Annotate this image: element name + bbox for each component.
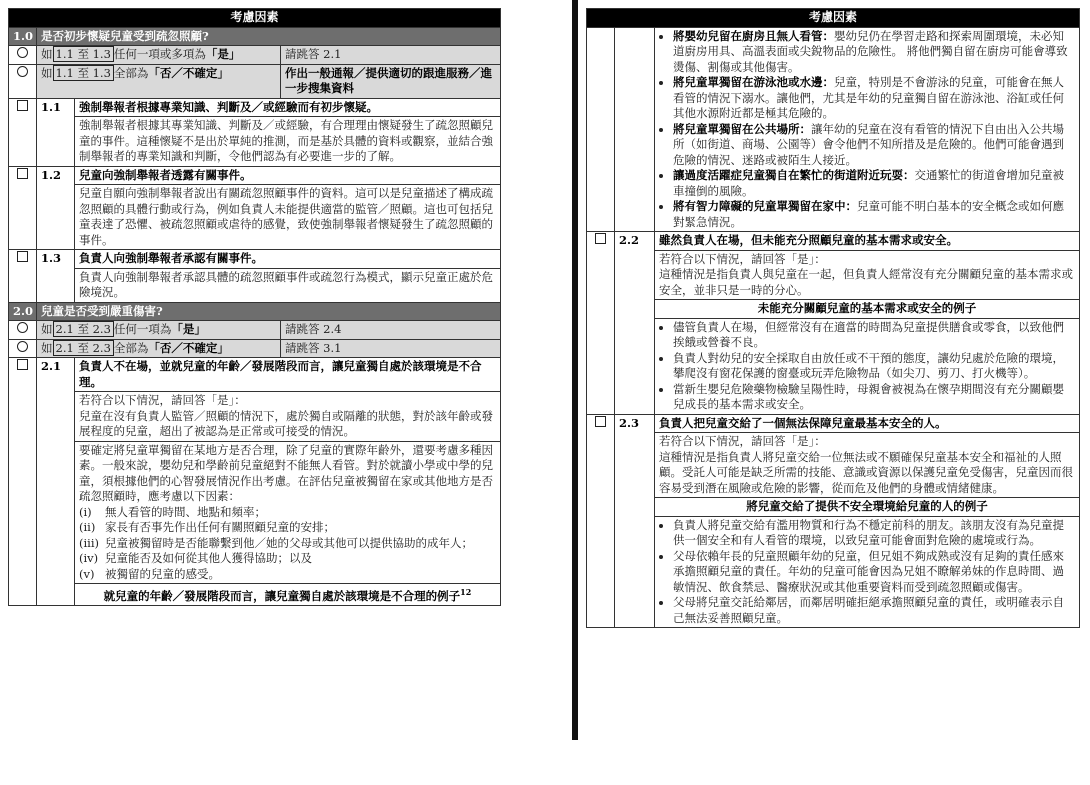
left-table (8, 8, 501, 606)
question-row: 2.1 負責人不在場，並就兒童的年齡／發展階段而言，讓兒童獨自處於該環境是不合理。 (9, 358, 501, 392)
question-body: 強制舉報者根據其專業知識、判斷及／或經驗，有合理理由懷疑發生了疏忽照顧兒童的事件。這種懷疑不是出於單純的推測，而是基於具體的資料或觀察，並結合強制舉報者的專業知識和判斷，令他們認為有必要進一步的了解。 (75, 117, 501, 167)
list-item: • 將嬰幼兒留在廚房且無人看管：嬰幼兒仍在學習走路和探索周圍環境，未必知道廚房用具、高溫表面或尖銳物品的危險性。 將他們獨自留在廚房可能會導致燙傷、割傷或其他傷害。 (673, 29, 1075, 76)
column-divider (572, 0, 578, 740)
question-title: 負責人把兒童交給了一個無法保障兒童最基本安全的人。 (655, 414, 1080, 433)
example-list (659, 518, 1075, 627)
question-body: 兒童自願向強制舉報者說出有關疏忽照顧事件的資料。這可以是兒童描述了構成疏忽照顧的具體行動或行為，例如負責人未能提供適當的監管／照顧。這也可包括兒童表達了恐懼、被疏忽照顧或虐待的感覺，致使強制舉報者懷疑發生了疏忽照顧的事件。 (75, 185, 501, 250)
section-title: 兒童是否受到嚴重傷害? (37, 302, 501, 321)
checkbox[interactable] (17, 100, 28, 111)
question-body: 要確定將兒童單獨留在某地方是否合理，除了兒童的實際年齡外，還要考慮多種因素。一般來說，嬰幼兒和學齡前兒童絕對不能無人看管。對於就讀小學或中學的兒童，須根據他們的心智發展情況作出考慮。在評估兒童被獨留在家或其他地方是否疏忽照顧時，應考慮以下因素： (i) 無人看管的時間、地點和頻率； (ii) 家長有否事先作出任何有關照顧兒童的安排； (iii) 兒童被獨留時是否能聯繫到他／她的父母或其他可以提供協助的成年人； (iv) 兒童能否及如何從其他人獲得協助；以及 (v) 被獨留的兒童的感受。 (75, 441, 501, 584)
goto-text: 請跳答 2.4 (281, 321, 501, 340)
right-table (586, 8, 1080, 628)
question-title: 強制舉報者根據專業知識、判斷及／或經驗而有初步懷疑。 (75, 98, 501, 117)
section-number: 2.0 (9, 302, 37, 321)
radio-circle[interactable] (17, 341, 28, 352)
section-number: 1.0 (9, 27, 37, 46)
list-item: • 當新生嬰兒危險藥物檢驗呈陽性時，母親會被視為在懷孕期間沒有充分關顧嬰兒成長的基本需求或安全。 (673, 382, 1075, 413)
table-header: 考慮因素 (9, 9, 501, 28)
question-title: 負責人向強制舉報者承認有關事件。 (75, 250, 501, 269)
checkbox[interactable] (17, 168, 28, 179)
goto-text: 作出一般通報／提供適切的跟進服務／進一步搜集資料 (281, 64, 501, 98)
radio-circle[interactable] (17, 47, 28, 58)
example-list (659, 320, 1075, 413)
question-row: 2.3 負責人把兒童交給了一個無法保障兒童最基本安全的人。 (587, 414, 1080, 433)
question-body: 若符合以下情況，請回答「是」： 這種情況是指負責人與兒童在一起，但負責人經常沒有充分關顧兒童的基本需求或安全，並非只是一時的分心。 (655, 250, 1080, 300)
list-item: • 父母將兒童交託給鄰居，而鄰居明確拒絕承擔照顧兒童的責任，或明確表示自己無法妥善照顧兒童。 (673, 595, 1075, 626)
checkbox[interactable] (595, 233, 606, 244)
example-title: 將兒童交給了提供不安全環境給兒童的人的例子 (655, 498, 1080, 517)
question-title: 雖然負責人在場，但未能充分照顧兒童的基本需求或安全。 (655, 232, 1080, 251)
checkbox[interactable] (595, 416, 606, 427)
example-list (659, 29, 1075, 231)
checkbox[interactable] (17, 251, 28, 262)
list-item: • 父母依賴年長的兒童照顧年幼的兒童，但兄姐不夠成熟或沒有足夠的責任感來承擔照顧兒童的責任。年幼的兒童可能會因為兄姐不瞭解弟妹的作息時間、過敏情況、飲食禁忌、醫療狀況或其他重要資料而受到疏忽照顧或傷害。 (673, 549, 1075, 596)
question-body: 若符合以下情況，請回答「是」： 兒童在沒有負責人監管／照顧的情況下，處於獨自或隔離的狀態，對於該年齡或發展程度的兒童，超出了被認為是正常或可接受的情況。 (75, 392, 501, 442)
example-title: 未能充分關顧兒童的基本需求或安全的例子 (655, 300, 1080, 319)
example-title: 就兒童的年齡／發展階段而言，讓兒童獨自處於該環境是不合理的例子$^{12}$ (75, 584, 501, 606)
section-2-row (9, 302, 501, 321)
option-row: 如 2.1 至 2.3 全部為「否／不確定」 請跳答 3.1 (9, 339, 501, 358)
question-body: 若符合以下情況，請回答「是」： 這種情況是指負責人將兒童交給一位無法或不願確保兒童基本安全和福祉的人照顧。受託人可能是缺乏所需的技能、意識或資源以保護兒童免受傷害，兒童因而很容易受到潛在風險或危險的影響，從而危及他們的身體或情緒健康。 (655, 433, 1080, 498)
question-body: 負責人向強制舉報者承認具體的疏忽照顧事件或疏忽行為模式，顯示兒童正處於危險境況。 (75, 268, 501, 302)
section-title: 是否初步懷疑兒童受到疏忽照顧? (37, 27, 501, 46)
question-row: 1.3 負責人向強制舉報者承認有關事件。 (9, 250, 501, 269)
list-item: • 將有智力障礙的兒童單獨留在家中：兒童可能不明白基本的安全概念或如何應對緊急情況。 (673, 199, 1075, 230)
list-item: • 負責人將兒童交給有濫用物質和行為不穩定前科的朋友。該朋友沒有為兒童提供一個安全和有人看管的環境，以致兒童可能會面對危險的處境或行為。 (673, 518, 1075, 549)
option-row: 如 1.1 至 1.3 全部為「否／不確定」 作出一般通報／提供適切的跟進服務／進一步搜集資料 (9, 64, 501, 98)
section-1-row (9, 27, 501, 46)
right-column (586, 8, 1080, 628)
radio-circle[interactable] (17, 66, 28, 77)
table-header: 考慮因素 (587, 9, 1080, 28)
option-row: 如 1.1 至 1.3 任何一項或多項為「是」 請跳答 2.1 (9, 46, 501, 65)
goto-text: 請跳答 2.1 (281, 46, 501, 65)
list-item: • 將兒童單獨留在公共場所：讓年幼的兒童在沒有看管的情況下自由出入公共場所（如街道、商場、公園等）會令他們不知所措及是危險的。他們可能會遇到危險的情況、迷路或被陌生人接近。 (673, 122, 1075, 169)
option-row: 如 2.1 至 2.3 任何一項為「是」 請跳答 2.4 (9, 321, 501, 340)
list-item: • 將兒童單獨留在游泳池或水邊：兒童，特別是不會游泳的兒童，可能會在無人看管的情況下溺水。讓他們，尤其是年幼的兒童獨自留在游泳池、浴缸或任何其他水源附近都是極其危險的。 (673, 75, 1075, 122)
question-row: 2.2 雖然負責人在場，但未能充分照顧兒童的基本需求或安全。 (587, 232, 1080, 251)
list-item: • 讓過度活躍症兒童獨自在繁忙的街道附近玩耍：交通繁忙的街道會增加兒童被車撞倒的風險。 (673, 168, 1075, 199)
list-item: • 負責人對幼兒的安全採取自由放任或不干預的態度，讓幼兒處於危險的環境，攀爬沒有窗花保護的窗臺或玩弄危險物品（如尖刀、剪刀、打火機等）。 (673, 351, 1075, 382)
list-item: • 儘管負責人在場，但經常沒有在適當的時間為兒童提供膳食或零食，以致他們挨餓或營養不良。 (673, 320, 1075, 351)
question-row: 1.2 兒童向強制舉報者透露有關事件。 (9, 166, 501, 185)
question-title: 兒童向強制舉報者透露有關事件。 (75, 166, 501, 185)
continued-examples-row (587, 27, 1080, 232)
left-column (8, 8, 501, 606)
question-row: 1.1 強制舉報者根據專業知識、判斷及／或經驗而有初步懷疑。 (9, 98, 501, 117)
checkbox[interactable] (17, 359, 28, 370)
footnote-ref: 12 (460, 587, 472, 597)
question-title: 負責人不在場，並就兒童的年齡／發展階段而言，讓兒童獨自處於該環境是不合理。 (75, 358, 501, 392)
radio-circle[interactable] (17, 322, 28, 333)
goto-text: 請跳答 3.1 (281, 339, 501, 358)
